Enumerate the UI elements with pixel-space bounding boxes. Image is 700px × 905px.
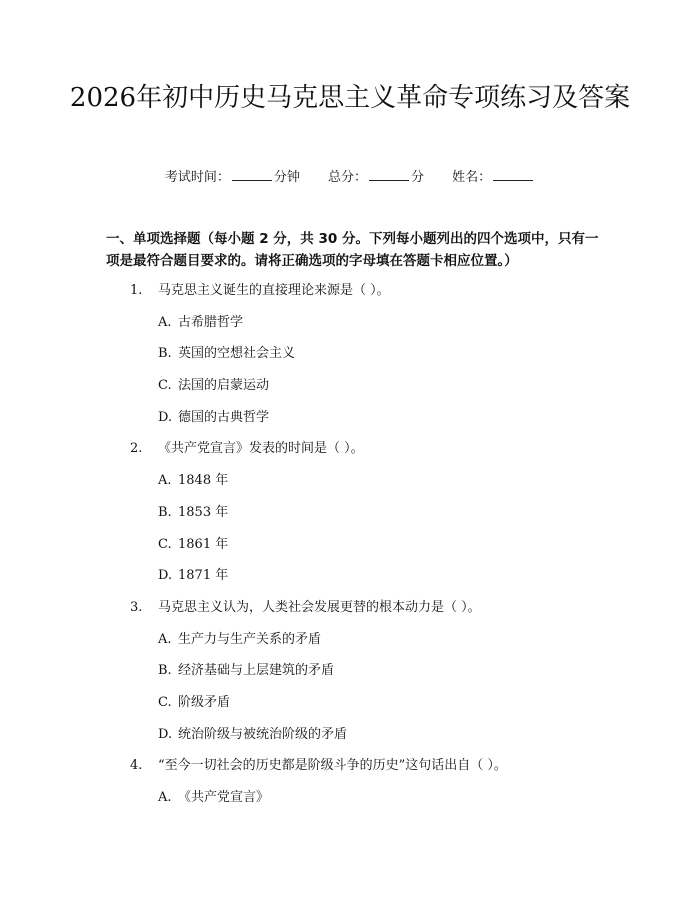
exam-info-line — [0, 168, 700, 188]
question-text: 《共产党宣言》发表的时间是（ ）。 — [158, 441, 364, 457]
student-name-blank — [493, 168, 533, 181]
option-text: 法国的启蒙运动 — [178, 378, 270, 394]
option-item — [158, 565, 600, 597]
option-item — [158, 502, 600, 534]
question-item — [130, 755, 600, 818]
question-number: 4. — [130, 758, 143, 774]
option-text: 经济基础与上层建筑的矛盾 — [178, 663, 335, 679]
question-stem — [130, 755, 600, 787]
option-text: 生产力与生产关系的矛盾 — [178, 631, 322, 647]
exam-time-unit: 分钟 — [273, 170, 300, 185]
option-text: 1871 年 — [178, 568, 229, 584]
option-key: A. — [158, 631, 172, 647]
question-item — [130, 597, 600, 755]
option-text: 1848 年 — [178, 473, 229, 489]
option-text: 《共产党宣言》 — [178, 790, 270, 805]
option-item — [158, 312, 600, 344]
question-number: 2. — [130, 441, 143, 457]
option-key: B. — [158, 663, 172, 679]
option-key: C. — [158, 378, 172, 394]
option-key: A. — [158, 314, 172, 330]
option-text: 古希腊哲学 — [178, 314, 244, 330]
question-stem — [130, 280, 600, 312]
exam-time-label: 考试时间： — [164, 170, 230, 185]
option-item — [158, 470, 600, 502]
question-list — [130, 280, 600, 819]
option-item — [158, 724, 600, 756]
option-key: A. — [158, 790, 172, 805]
option-key: A. — [158, 473, 172, 489]
option-text: 1861 年 — [178, 536, 229, 552]
option-list — [130, 629, 600, 756]
option-key: B. — [158, 504, 172, 520]
question-item — [130, 280, 600, 438]
question-number: 1. — [130, 283, 143, 298]
total-score-unit: 分 — [411, 170, 425, 185]
total-score-label: 总分： — [327, 170, 367, 185]
option-item — [158, 375, 600, 407]
option-item — [158, 660, 600, 692]
question-item — [130, 438, 600, 596]
total-score-field — [328, 168, 424, 188]
option-key: B. — [158, 346, 172, 362]
section-heading: 一、单项选择题（每小题 2 分，共 30 分。下列每小题列出的四个选项中，只有一项是最符合题目要求的。请将正确选项的字母填在答题卡相应位置。） — [106, 231, 599, 269]
option-item — [158, 343, 600, 375]
question-text: 马克思主义认为，人类社会发展更替的根本动力是（ ）。 — [158, 599, 481, 615]
option-text: 德国的古典哲学 — [178, 409, 270, 425]
question-stem — [130, 597, 600, 629]
option-text: 英国的空想社会主义 — [178, 346, 296, 362]
option-text: 1853 年 — [178, 504, 229, 520]
option-key: D. — [158, 726, 173, 742]
option-item — [158, 534, 600, 566]
option-key: D. — [158, 409, 173, 425]
question-number: 3. — [130, 599, 143, 615]
option-list — [130, 312, 600, 439]
question-text: 马克思主义诞生的直接理论来源是（ ）。 — [158, 283, 390, 298]
option-key: C. — [158, 536, 172, 552]
exam-time-blank — [232, 168, 272, 181]
option-item — [158, 407, 600, 439]
option-key: D. — [158, 568, 173, 584]
question-text: “至今一切社会的历史都是阶级斗争的历史”这句话出自（ ）。 — [158, 758, 507, 774]
option-item — [158, 787, 600, 819]
student-name-field — [452, 168, 535, 188]
option-list — [130, 470, 600, 597]
exam-time-field — [165, 168, 300, 188]
question-stem — [130, 438, 600, 470]
option-item — [158, 692, 600, 724]
option-key: C. — [158, 694, 172, 710]
option-text: 阶级矛盾 — [178, 694, 231, 710]
document-title: 2026年初中历史马克思主义革命专项练习及答案 — [69, 83, 631, 113]
option-item — [158, 629, 600, 661]
student-name-label: 姓名： — [452, 170, 492, 185]
option-list — [130, 787, 600, 819]
option-text: 统治阶级与被统治阶级的矛盾 — [178, 726, 348, 742]
total-score-blank — [369, 168, 409, 181]
